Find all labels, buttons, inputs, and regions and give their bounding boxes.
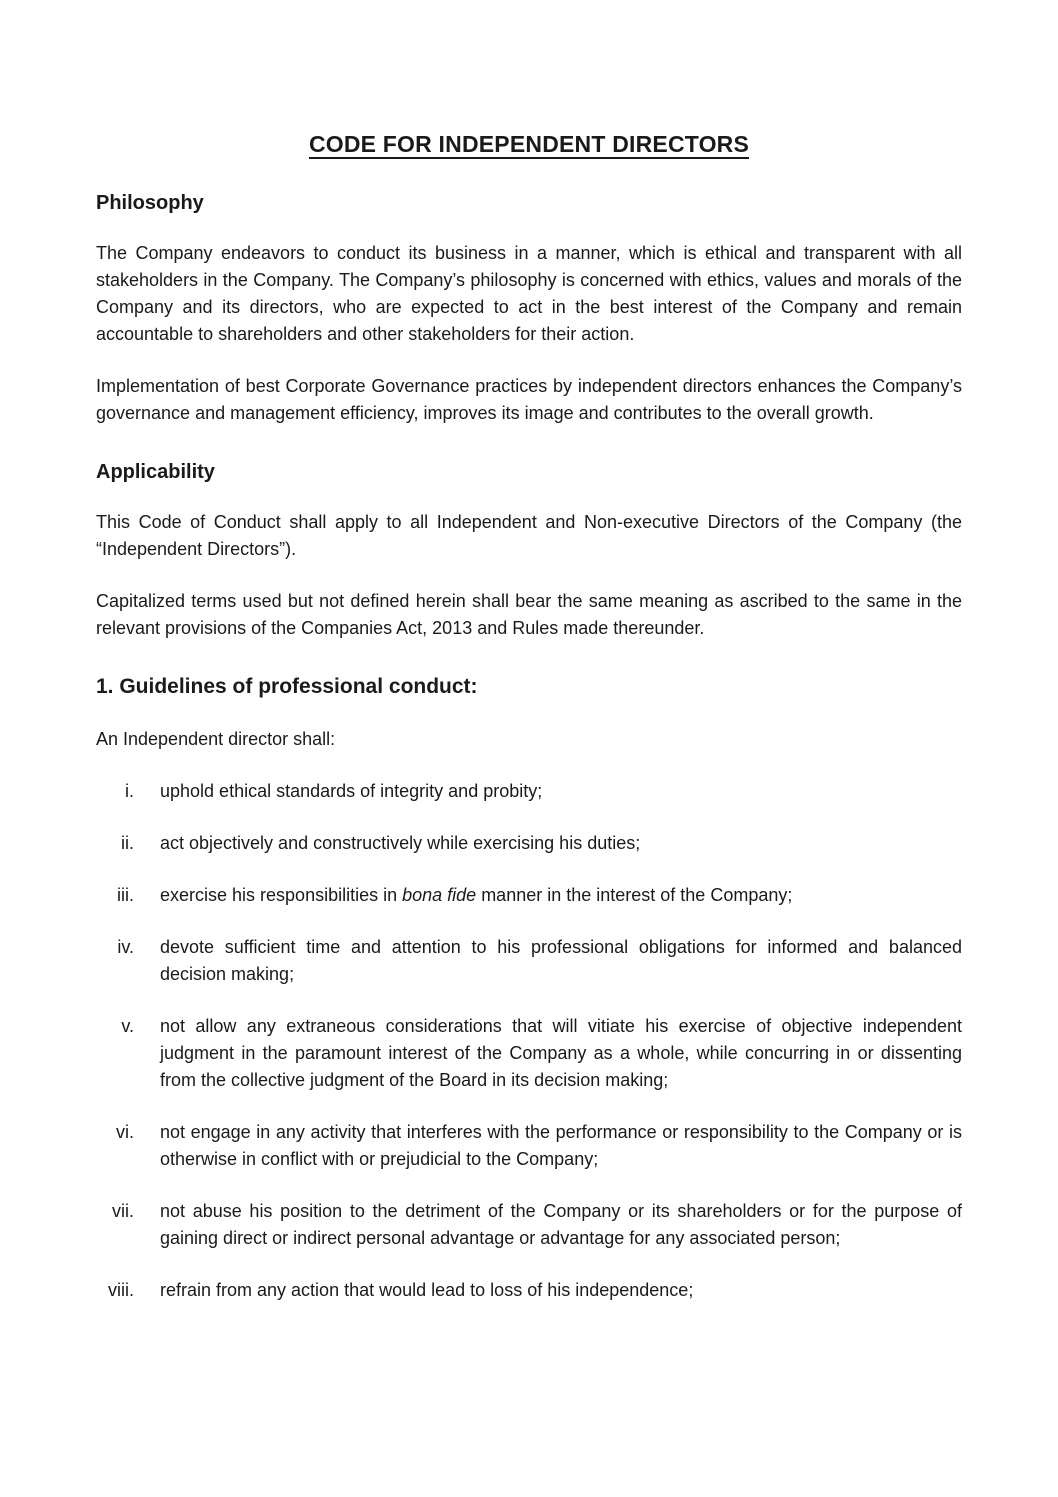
philosophy-paragraph-2: Implementation of best Corporate Governance practices by independent directors enhances the Company’s governance and management efficiency, improves its image and contributes to the overall growth. [96, 376, 962, 423]
document-title: CODE FOR INDEPENDENT DIRECTORS [308, 131, 750, 157]
list-item-text: uphold ethical standards of integrity and probity; [160, 781, 543, 801]
list-item-numeral: i. [125, 781, 134, 801]
list-item-text: devote sufficient time and attention to his professional obligations for informed and balanced decision making; [160, 937, 962, 984]
list-item-text: not allow any extraneous considerations that will vitiate his exercise of objective independent judgment in the paramount interest of the Company as a whole, while concurring in or dissenting from the collective judgment of the Board in its decision making; [160, 1016, 962, 1090]
list-item-text-italic: bona fide [402, 885, 477, 905]
section-heading-guidelines: 1. Guidelines of professional conduct: [96, 675, 478, 698]
list-item-numeral: viii. [108, 1280, 134, 1300]
applicability-paragraph-1: This Code of Conduct shall apply to all Independent and Non-executive Directors of the Company (the “Independent Directors”). [96, 512, 962, 559]
list-item-numeral: v. [121, 1016, 134, 1036]
list-item-numeral: iii. [117, 885, 134, 905]
list-item-numeral: ii. [121, 833, 134, 853]
philosophy-paragraph-1: The Company endeavors to conduct its business in a manner, which is ethical and transparent with all stakeholders in the Company. The Company’s philosophy is concerned with ethics, values and morals of the Company and its directors, who are expected to act in the best interest of the Company and remain accountable to shareholders and other stakeholders for their action. [96, 243, 962, 344]
list-item [96, 1013, 962, 1094]
applicability-paragraph-2: Capitalized terms used but not defined herein shall bear the same meaning as ascribed to the same in the relevant provisions of the Companies Act, 2013 and Rules made thereunder. [96, 591, 962, 638]
list-item [96, 1119, 962, 1173]
guidelines-list [96, 778, 962, 1304]
section-heading-philosophy: Philosophy [96, 192, 204, 214]
list-item [96, 1277, 962, 1304]
list-item-text-before: exercise his responsibilities in [160, 885, 403, 905]
list-item [96, 882, 962, 909]
list-item-text: refrain from any action that would lead to loss of his independence; [160, 1280, 694, 1300]
list-item-text [160, 882, 962, 909]
guidelines-intro: An Independent director shall: [96, 729, 336, 749]
list-item-numeral: vii. [112, 1201, 134, 1221]
list-item-text-after: manner in the interest of the Company; [476, 885, 793, 905]
list-item [96, 830, 962, 857]
section-heading-applicability: Applicability [96, 461, 215, 483]
list-item [96, 934, 962, 988]
list-item-text: not abuse his position to the detriment of the Company or its shareholders or for the purpose of gaining direct or indirect personal advantage or advantage for any associated person; [160, 1201, 962, 1248]
list-item-numeral: vi. [116, 1122, 134, 1142]
list-item-text: act objectively and constructively while exercising his duties; [160, 833, 641, 853]
list-item-text: not engage in any activity that interferes with the performance or responsibility to the Company or is otherwise in conflict with or prejudicial to the Company; [160, 1122, 962, 1169]
list-item-numeral: iv. [117, 937, 134, 957]
list-item [96, 778, 962, 805]
list-item [96, 1198, 962, 1252]
